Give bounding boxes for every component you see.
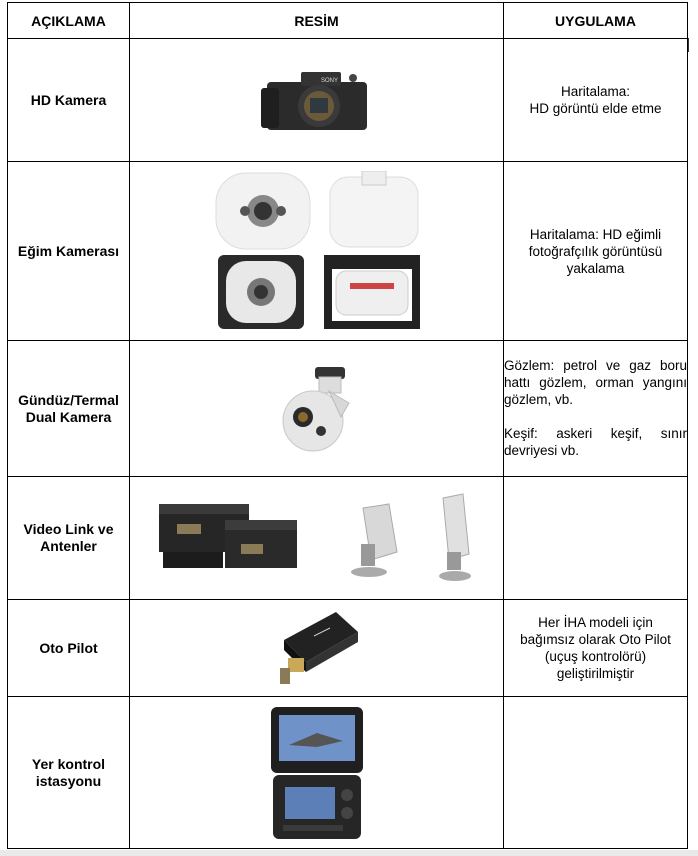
header-row (8, 3, 688, 39)
table-row (8, 477, 688, 600)
video-link-image (157, 490, 477, 586)
row-image-cell (130, 697, 504, 849)
row-application (504, 600, 688, 697)
row-image-cell (130, 600, 504, 697)
ground-station-image (267, 705, 367, 841)
text-cursor (688, 38, 689, 52)
row-image-cell (130, 162, 504, 341)
table-row (8, 697, 688, 849)
app-line: Haritalama: (560, 84, 631, 99)
autopilot-image (274, 606, 360, 690)
app-line: Her İHA modeli için (538, 615, 653, 630)
row-application (504, 477, 688, 600)
table-row (8, 39, 688, 162)
equipment-table (7, 2, 688, 849)
row-application (504, 39, 688, 162)
app-line: bağımsız olarak Oto Pilot (520, 632, 671, 647)
app-line: Haritalama: HD eğimli (529, 226, 662, 242)
hd-camera-image (261, 68, 373, 132)
row-application (504, 697, 688, 849)
app-paragraph: Gözlem: petrol ve gaz boru hattı gözlem, orman yangını gözlem, vb. (504, 358, 687, 407)
bottom-scroll-strip (0, 850, 698, 856)
header-description: AÇIKLAMA (8, 3, 130, 39)
app-line: yakalama (566, 260, 625, 276)
gimbal-camera-image (275, 365, 359, 453)
row-image-cell (130, 477, 504, 600)
table-row (8, 341, 688, 477)
table-row (8, 600, 688, 697)
row-application (504, 341, 688, 477)
row-name: Oto Pilot (8, 600, 130, 697)
app-line: fotoğrafçılık görüntüsü (528, 243, 663, 259)
row-application (504, 162, 688, 341)
header-application: UYGULAMA (504, 3, 688, 39)
row-name: Yer kontrol istasyonu (8, 697, 130, 849)
row-image-cell (130, 341, 504, 477)
svg-text:SONY: SONY (320, 78, 338, 84)
header-image: RESİM (130, 3, 504, 39)
row-name: HD Kamera (8, 39, 130, 162)
row-name: Gündüz/Termal Dual Kamera (8, 341, 130, 477)
oblique-camera-image (212, 171, 422, 331)
app-paragraph: Keşif: askeri keşif, sınır devriyesi vb. (504, 426, 687, 458)
row-name: Eğim Kamerası (8, 162, 130, 341)
row-name: Video Link ve Antenler (8, 477, 130, 600)
app-line: HD görüntü elde etme (529, 101, 662, 116)
app-line: geliştirilmiştir (556, 666, 635, 681)
row-image-cell (130, 39, 504, 162)
table-row (8, 162, 688, 341)
app-line: (uçuş kontrolörü) (544, 649, 647, 664)
